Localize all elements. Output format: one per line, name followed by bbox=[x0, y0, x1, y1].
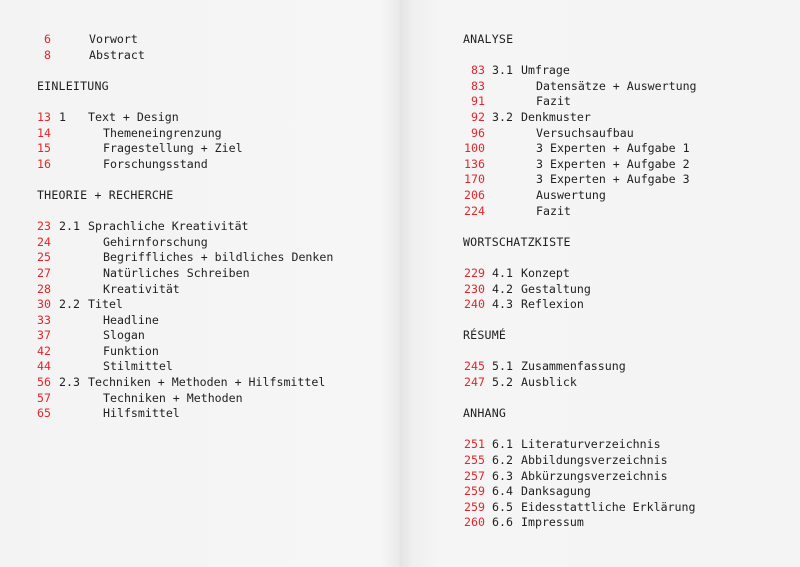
spacer bbox=[37, 63, 333, 79]
section-number: 4.1 bbox=[492, 265, 513, 280]
page-number: 255 bbox=[464, 453, 485, 468]
toc-entry bbox=[37, 48, 333, 64]
section-number: 3.1 bbox=[492, 63, 513, 78]
toc-entry bbox=[37, 250, 333, 266]
entry-title: Fragestellung + Ziel bbox=[103, 141, 243, 156]
page-number: 16 bbox=[37, 156, 51, 171]
section-heading: WORTSCHATZKISTE bbox=[463, 234, 571, 249]
page-number: 28 bbox=[37, 281, 51, 296]
page-number: 245 bbox=[464, 359, 485, 374]
toc-entry bbox=[37, 313, 333, 329]
page-number: 136 bbox=[464, 156, 485, 171]
entry-title: Begriffliches + bildliches Denken bbox=[103, 250, 334, 265]
toc-entry bbox=[463, 453, 697, 469]
page-number: 13 bbox=[37, 109, 51, 124]
entry-title: 3 Experten + Aufgabe 3 bbox=[536, 172, 690, 187]
toc-entry bbox=[37, 297, 333, 313]
toc-entry bbox=[37, 375, 333, 391]
page-number: 83 bbox=[471, 63, 485, 78]
entry-title: Text + Design bbox=[88, 109, 179, 124]
spacer bbox=[37, 172, 333, 188]
page-number: 56 bbox=[37, 375, 51, 390]
entry-title: Denkmuster bbox=[521, 109, 591, 124]
entry-title: Gehirnforschung bbox=[103, 234, 208, 249]
page-number: 170 bbox=[464, 172, 485, 187]
section-number: 5.1 bbox=[492, 359, 513, 374]
entry-title: Techniken + Methoden bbox=[103, 390, 243, 405]
spacer bbox=[463, 219, 697, 235]
section-heading: THEORIE + RECHERCHE bbox=[37, 187, 174, 202]
entry-title: Fazit bbox=[536, 203, 571, 218]
section-number: 6.5 bbox=[492, 499, 513, 514]
toc-entry bbox=[463, 469, 697, 485]
page-number: 259 bbox=[464, 484, 485, 499]
page-number: 251 bbox=[464, 437, 485, 452]
entry-title: Vorwort bbox=[89, 32, 138, 46]
toc-entry bbox=[463, 63, 697, 79]
right-page-toc bbox=[463, 32, 697, 531]
toc-entry bbox=[37, 391, 333, 407]
toc-entry bbox=[463, 484, 697, 500]
section-heading: EINLEITUNG bbox=[37, 78, 109, 93]
entry-title: Headline bbox=[103, 312, 159, 327]
toc-entry bbox=[463, 359, 697, 375]
entry-title: Titel bbox=[88, 297, 123, 312]
entry-title: Abstract bbox=[89, 47, 145, 62]
page-number: 224 bbox=[464, 203, 485, 218]
entry-title: Reflexion bbox=[521, 297, 584, 312]
section-heading: RÉSUMÉ bbox=[463, 328, 507, 343]
toc-entry bbox=[463, 79, 697, 95]
toc-entry bbox=[463, 282, 697, 298]
page-number: 44 bbox=[37, 359, 51, 374]
toc-entry bbox=[37, 266, 333, 282]
entry-title: Umfrage bbox=[521, 63, 570, 78]
entry-title: Slogan bbox=[103, 328, 145, 343]
entry-title: Literaturverzeichnis bbox=[521, 437, 661, 452]
page-number: 42 bbox=[37, 343, 51, 358]
toc-entry bbox=[463, 297, 697, 313]
toc-entry bbox=[37, 110, 333, 126]
toc-entry bbox=[463, 172, 697, 188]
spacer bbox=[463, 422, 697, 438]
page-number: 259 bbox=[464, 499, 485, 514]
entry-title: Eidesstattliche Erklärung bbox=[521, 499, 696, 514]
section-number: 4.3 bbox=[492, 297, 513, 312]
toc-entry bbox=[463, 437, 697, 453]
section-heading: ANALYSE bbox=[463, 32, 514, 46]
toc-entry bbox=[37, 219, 333, 235]
toc-entry bbox=[463, 110, 697, 126]
spacer bbox=[37, 94, 333, 110]
toc-entry bbox=[37, 126, 333, 142]
entry-title: Zusammenfassung bbox=[521, 359, 626, 374]
section-number: 2.2 bbox=[59, 297, 80, 312]
toc-entry bbox=[463, 266, 697, 282]
toc-entry bbox=[463, 515, 697, 531]
page-number: 257 bbox=[464, 468, 485, 483]
page-number: 33 bbox=[37, 312, 51, 327]
toc-entry bbox=[463, 126, 697, 142]
toc-entry bbox=[463, 157, 697, 173]
spacer bbox=[463, 250, 697, 266]
section-number: 6.1 bbox=[492, 437, 513, 452]
entry-title: Impressum bbox=[521, 515, 584, 530]
page-number: 247 bbox=[464, 375, 485, 390]
page-number: 260 bbox=[464, 515, 485, 530]
toc-entry bbox=[37, 157, 333, 173]
entry-title: Themeneingrenzung bbox=[103, 125, 222, 140]
entry-title: Versuchsaufbau bbox=[536, 125, 634, 140]
toc-entry bbox=[37, 359, 333, 375]
page-number: 27 bbox=[37, 265, 51, 280]
entry-title: Ausblick bbox=[521, 375, 577, 390]
page-number: 37 bbox=[37, 328, 51, 343]
entry-title: Konzept bbox=[521, 265, 570, 280]
page-number: 83 bbox=[471, 78, 485, 93]
page-number: 240 bbox=[464, 297, 485, 312]
entry-title: Abkürzungsverzeichnis bbox=[521, 468, 668, 483]
entry-title: Datensätze + Auswertung bbox=[536, 78, 697, 93]
entry-title: Gestaltung bbox=[521, 281, 591, 296]
entry-title: Auswertung bbox=[536, 187, 606, 202]
toc-entry bbox=[463, 94, 697, 110]
section-number: 6.3 bbox=[492, 468, 513, 483]
section-number: 1 bbox=[59, 109, 66, 124]
toc-entry bbox=[37, 141, 333, 157]
page-number: 230 bbox=[464, 281, 485, 296]
left-page-toc bbox=[37, 32, 333, 422]
page-number: 229 bbox=[464, 265, 485, 280]
spacer bbox=[463, 391, 697, 407]
page-number: 8 bbox=[44, 47, 51, 62]
entry-title: Abbildungsverzeichnis bbox=[521, 453, 668, 468]
entry-title: Natürliches Schreiben bbox=[103, 265, 250, 280]
page-number: 91 bbox=[471, 94, 485, 109]
page-number: 57 bbox=[37, 390, 51, 405]
toc-entry bbox=[463, 188, 697, 204]
entry-title: Danksagung bbox=[521, 484, 591, 499]
spacer bbox=[37, 204, 333, 220]
entry-title: Kreativität bbox=[103, 281, 180, 296]
section-number: 4.2 bbox=[492, 281, 513, 296]
page-number: 96 bbox=[471, 125, 485, 140]
page-number: 100 bbox=[464, 141, 485, 156]
entry-title: Stilmittel bbox=[103, 359, 173, 374]
entry-title: Fazit bbox=[536, 94, 571, 109]
page-number: 15 bbox=[37, 141, 51, 156]
toc-entry bbox=[463, 375, 697, 391]
page-number: 30 bbox=[37, 297, 51, 312]
entry-title: 3 Experten + Aufgabe 1 bbox=[536, 141, 690, 156]
page-number: 23 bbox=[37, 219, 51, 234]
toc-entry bbox=[463, 500, 697, 516]
section-number: 2.3 bbox=[59, 375, 80, 390]
page-number: 24 bbox=[37, 234, 51, 249]
page-number: 6 bbox=[44, 32, 51, 46]
toc-entry bbox=[37, 235, 333, 251]
toc-entry bbox=[37, 328, 333, 344]
page-number: 25 bbox=[37, 250, 51, 265]
entry-title: Sprachliche Kreativität bbox=[88, 219, 249, 234]
spacer bbox=[463, 344, 697, 360]
toc-entry bbox=[37, 32, 333, 48]
toc-entry bbox=[463, 141, 697, 157]
section-number: 5.2 bbox=[492, 375, 513, 390]
toc-entry bbox=[463, 204, 697, 220]
entry-title: Techniken + Methoden + Hilfsmittel bbox=[88, 375, 326, 390]
entry-title: Funktion bbox=[103, 343, 159, 358]
toc-entry bbox=[37, 282, 333, 298]
section-heading: ANHANG bbox=[463, 406, 507, 421]
section-number: 6.6 bbox=[492, 515, 513, 530]
section-number: 2.1 bbox=[59, 219, 80, 234]
spacer bbox=[463, 48, 697, 64]
entry-title: Hilfsmittel bbox=[103, 406, 180, 421]
page-number: 65 bbox=[37, 406, 51, 421]
toc-entry bbox=[37, 406, 333, 422]
page-number: 14 bbox=[37, 125, 51, 140]
section-number: 6.4 bbox=[492, 484, 513, 499]
toc-entry bbox=[37, 344, 333, 360]
entry-title: Forschungsstand bbox=[103, 156, 208, 171]
page-number: 92 bbox=[471, 109, 485, 124]
page-number: 206 bbox=[464, 187, 485, 202]
section-number: 6.2 bbox=[492, 453, 513, 468]
section-number: 3.2 bbox=[492, 109, 513, 124]
spacer bbox=[463, 313, 697, 329]
entry-title: 3 Experten + Aufgabe 2 bbox=[536, 156, 690, 171]
